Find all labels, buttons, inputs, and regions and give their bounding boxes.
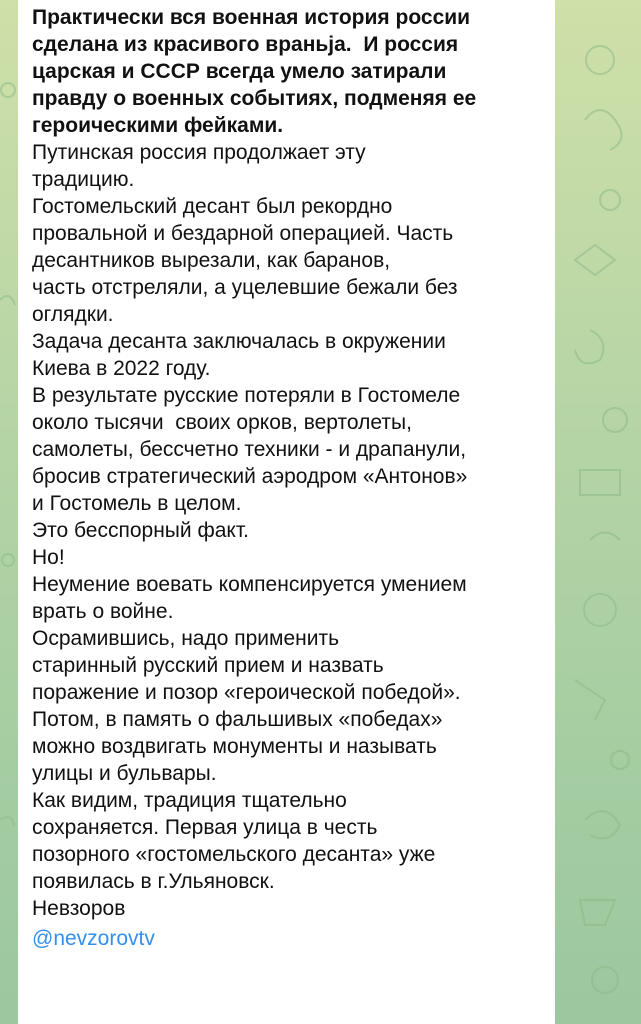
message-line: позорного «гостомельского десанта» уже [32,843,436,866]
message-line: сделана из красивого враньjа. И россия [32,33,459,56]
message-line: Осрамившись, надо применить [32,627,340,650]
message-line: Гостомельский десант был рекордно [32,195,393,218]
message-line: героическими фейками. [32,114,284,137]
message-text [32,4,555,952]
message-line: можно воздвигать монументы и называть [32,735,437,758]
message-line: поражение и позор «героической победой». [32,681,461,704]
message-line: врать о войне. [32,600,174,623]
message-line: оглядки. [32,303,114,326]
message-line: Но! [32,546,65,569]
message-line: и Гостомель в целом. [32,492,242,515]
message-line: Неумение воевать компенсируется умением [32,573,467,596]
message-line: Задача десанта заключалась в окружении [32,330,446,353]
message-line: царская и СССР всегда умело затирали [32,60,447,83]
message-line: Потом, в память о фальшивых «победах» [32,708,443,731]
message-line: около тысячи своих орков, вертолеты, [32,411,412,434]
message-signature: Невзоров [32,897,126,920]
message-body [32,139,555,922]
message-line: улицы и бульвары. [32,762,217,785]
message-line: провальной и бездарной операцией. Часть [32,222,454,245]
message-line: В результате русские потеряли в Гостомеле [32,384,461,407]
message-line: Практически вся военная история россии [32,6,471,29]
message-line: бросив стратегический аэродром «Антонов» [32,465,468,488]
message-line: часть отстреляли, а уцелевшие бежали без [32,276,458,299]
message-line: сохраняется. Первая улица в честь [32,816,378,839]
message-line: традицию. [32,168,135,191]
message-line: появилась в г.Ульяновск. [32,870,275,893]
message-bold-intro [32,4,555,139]
message-line: Киева в 2022 году. [32,357,211,380]
channel-link[interactable]: @nevzorovtv [32,927,155,950]
message-line: Это бесспорный факт. [32,519,249,542]
message-line: Как видим, традиция тщательно [32,789,347,812]
message-line: правду о военных событиях, подменяя ее [32,87,477,110]
message-line: десантников вырезали, как баранов, [32,249,391,272]
message-bubble [18,0,555,1024]
message-line: Путинская россия продолжает эту [32,141,366,164]
message-line: самолеты, бессчетно техники - и драпанули, [32,438,467,461]
message-line: старинный русский прием и назвать [32,654,384,677]
